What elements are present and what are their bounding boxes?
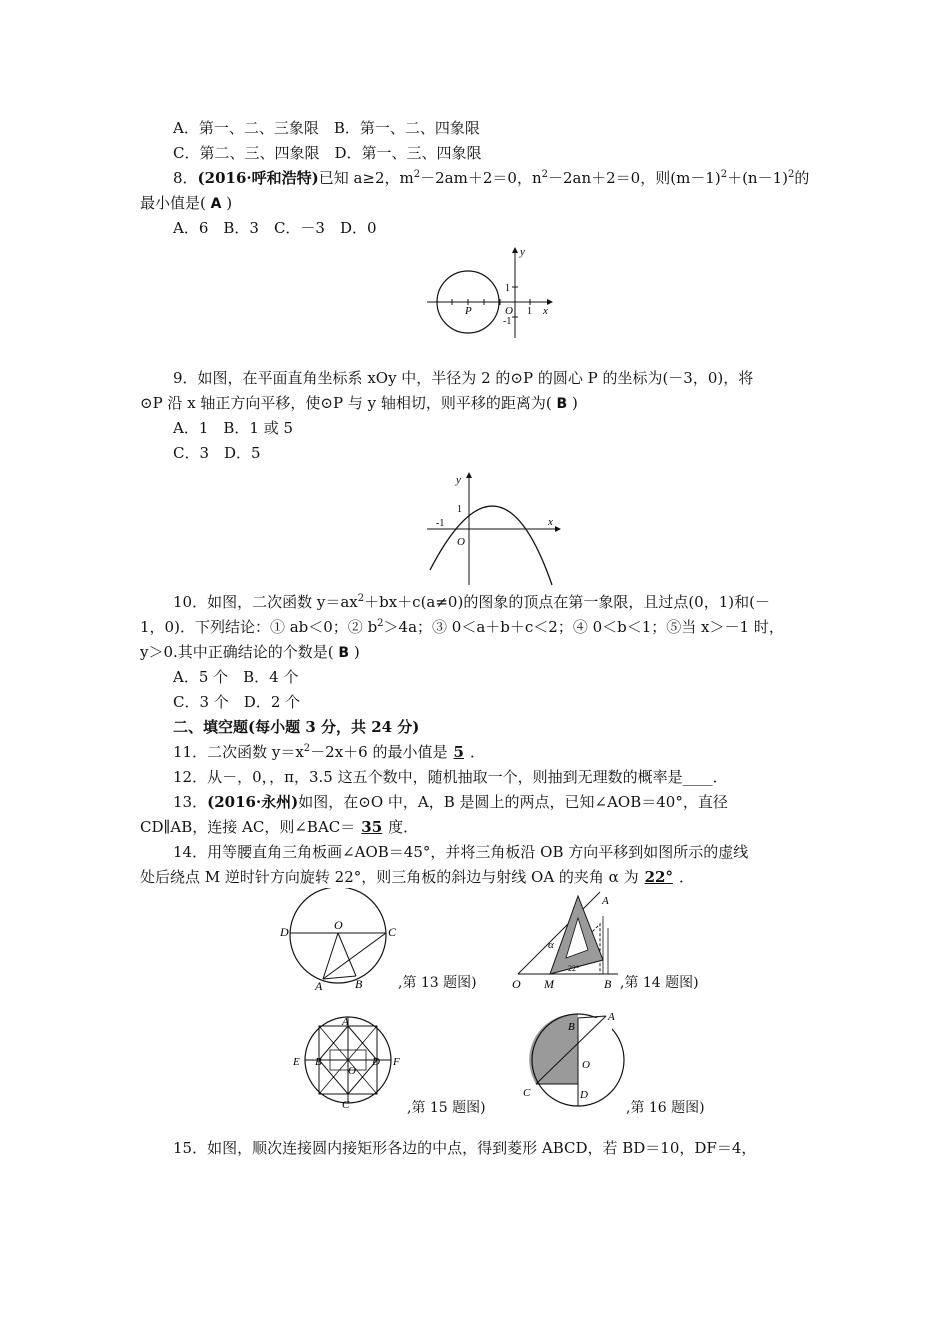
q10-stem-line3: y＞0.其中正确结论的个数是( B ) [140,643,360,661]
label-x: x [548,516,553,528]
label-b: B [568,1021,575,1033]
label-d: D [280,925,289,939]
label-y: y [520,246,525,258]
question-number: 8． [173,169,198,187]
label-m: M [544,977,554,991]
label-1: 1 [505,283,510,294]
answer-blank: 22° [644,868,673,886]
answer: A [210,196,222,212]
label-o: O [582,1059,590,1071]
label-b: B [355,977,363,991]
caption-fig14: ,第 14 题图) [620,975,699,991]
q9-options-line2: C．3 D．5 [173,444,261,462]
q13-stem-line2: CD∥AB，连接 AC，则∠BAC＝ 35 度． [140,818,419,836]
figure-q10-parabola [422,465,567,587]
label-a: A [608,1011,615,1023]
label-angle: 22° [568,964,580,973]
section-heading: 二、填空题(每小题 3 分，共 24 分) [173,718,420,736]
q8-stem-line1: 8．(2016·呼和浩特)已知 a≥2，$m^2-2am+2=0$，$n^2-2an+2=0$，则$(m-1)^2+(n-1)^2$的 [173,169,810,187]
label-c: C [388,925,397,939]
label-o: O [512,977,521,991]
figure-q9-circle-axes [425,240,565,340]
caption-fig15: ,第 15 题图) [407,1100,486,1116]
figure-q13-circle [278,888,403,993]
label-alpha: α [548,939,554,951]
answer: B [338,645,350,661]
q15-stem-line1: 15．如图，顺次连接圆内接矩形各边的中点，得到菱形 ABCD，若 BD＝10，DF＝4， [173,1139,757,1157]
q11: 11．二次函数 $y=x^2-2x+6$ 的最小值是 5 ． [173,743,485,761]
label-y: y [456,474,461,486]
q9-stem-line2: ⊙P 沿 x 轴正方向平移，使⊙P 与 y 轴相切，则平移的距离为( B ) [140,394,578,412]
q7-options-line2: C．第二、三、四象限 D．第一、三、四象限 [173,144,482,162]
figure-q15-rhombus [290,1012,410,1112]
caption-fig13: ,第 13 题图) [398,975,477,991]
question-source: (2016·呼和浩特) [197,169,319,187]
answer-blank: 5 [453,743,464,761]
label-b: B [315,1056,322,1068]
label-c: C [523,1087,531,1099]
label-o: O [348,1065,356,1077]
q9-stem-line1: 9．如图，在平面直角坐标系 xOy 中，半径为 2 的⊙P 的圆心 P 的坐标为(－3，0)，将 [173,369,754,387]
q9-options-line1: A．1 B．1 或 5 [173,419,294,437]
label-a: A [602,895,609,907]
q8-options: A．6 B．3 C．－3 D．0 [173,219,377,237]
answer: B [556,396,568,412]
q7-options-line1: A．第一、二、三象限 B．第一、二、四象限 [173,119,480,137]
label-d: D [580,1089,588,1101]
label-c: C [342,1099,350,1111]
label-neg1: -1 [503,316,512,327]
label-1: 1 [457,504,462,515]
label-x1: 1 [527,306,532,317]
q12: 12．从－，0，，π，3.5 这五个数中，随机抽取一个，则抽到无理数的概率是____． [173,768,728,786]
figure-q14-triangle [508,888,623,993]
label-a: A [342,1016,349,1028]
answer-blank: 35 [361,818,383,836]
label-d: D [372,1056,380,1068]
q10-stem-line1: 10．如图，二次函数 $y=ax^2+bx+c(a\ne 0)$的图象的顶点在第一象限，且过点(0，1)和(－ [173,593,770,611]
parabola-curve [430,506,552,585]
q10-options-line2: C．3 个 D．2 个 [173,693,301,711]
label-p: P [465,305,472,317]
label-o: O [334,918,343,932]
figure-q16-shaded-circle [518,1010,633,1115]
label-neg1: -1 [436,518,445,529]
label-x: x [543,305,548,317]
q14-stem-line1: 14．用等腰直角三角板画∠AOB＝45°，并将三角板沿 OB 方向平移到如图所示的虚线 [173,843,749,861]
q13-stem-line1: 13．(2016·永州)如图，在⊙O 中，A，B 是圆上的两点，已知∠AOB＝40°，直径 [173,793,728,811]
label-origin: O [457,536,465,548]
q8-stem-line2: 最小值是( A ) [140,194,233,212]
q10-options-line1: A．5 个 B．4 个 [173,668,299,686]
caption-fig16: ,第 16 题图) [626,1100,705,1116]
question-source: (2016·永州) [207,793,299,811]
label-b: B [604,977,612,991]
label-e: E [293,1056,300,1068]
q10-stem-line2: 1，0)．下列结论：① ab＜0；② $b^2>4a$；③ 0＜a＋b＋c＜2；④ 0＜b＜1；⑤当 x＞－1 时， [140,618,784,636]
label-origin: O [505,305,513,317]
label-f: F [393,1056,400,1068]
label-a: A [315,979,323,993]
circle-o [290,888,386,983]
q14-stem-line2: 处后绕点 M 逆时针方向旋转 22°，则三角板的斜边与射线 OA 的夹角 α 为 22° ． [140,868,694,886]
